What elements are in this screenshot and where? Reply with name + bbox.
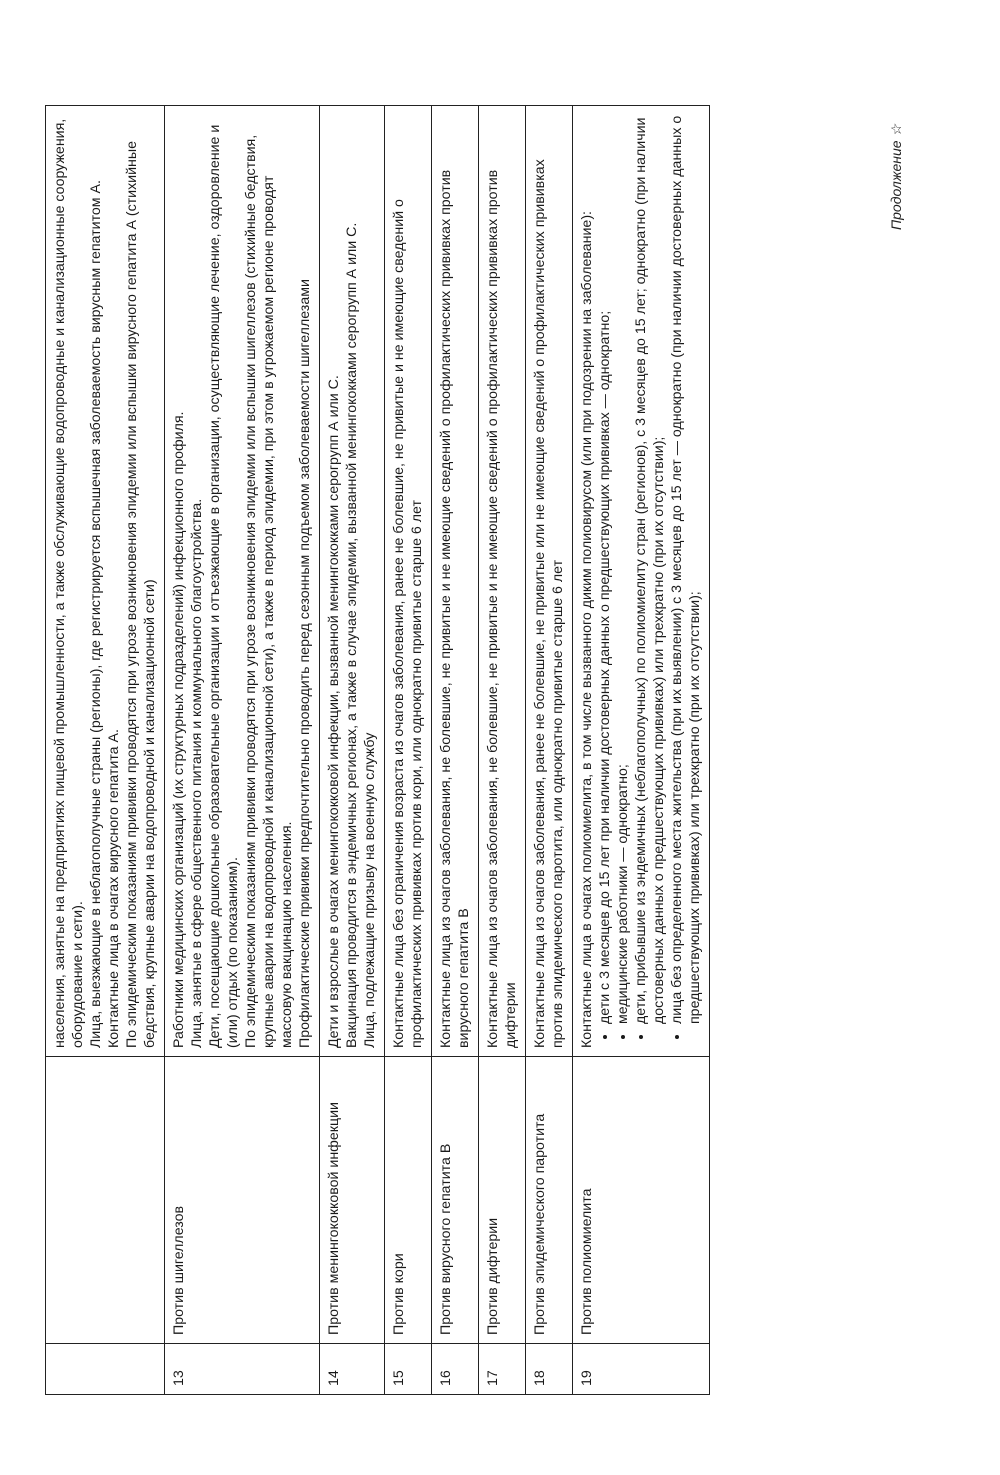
indication-paragraph: Контактные лица из очагов заболевания, не болевшие, не привитые и не имеющие сведений о профилактических прививках против дифтерии (485, 169, 519, 1048)
indications-cell (320, 106, 385, 1057)
vaccine-name: Против кори (385, 1057, 432, 1344)
indication-paragraph: населения, занятые на предприятиях пищевой промышленности, а также обслуживающие водопроводные и канализационные сооружения, оборудование и сети). (52, 118, 86, 1048)
vaccine-name: Против шигеллезов (165, 1057, 320, 1344)
indication-paragraph: Профилактические прививки предпочтительно проводить перед сезонным подъемом заболеваемости шигеллезами (297, 279, 313, 1048)
vaccine-name (46, 1057, 165, 1344)
table-row (573, 106, 710, 1395)
indications-cell (573, 106, 710, 1057)
vaccine-name: Против полиомиелита (573, 1057, 710, 1344)
indication-paragraph: Дети и взрослые в очагах менингококковой инфекции, вызванной менингококками серогрупп А или С. (326, 375, 342, 1048)
vaccination-table (45, 105, 710, 1395)
rotated-page (45, 105, 905, 1395)
indications-cell (46, 106, 165, 1057)
table-row (479, 106, 526, 1395)
row-number: 19 (573, 1344, 710, 1395)
table-row (320, 106, 385, 1395)
table-row (165, 106, 320, 1395)
vaccine-name: Против вирусного гепатита В (432, 1057, 479, 1344)
vaccine-name: Против эпидемического паротита (526, 1057, 573, 1344)
indication-paragraph: Контактные лица в очагах полиомиелита, в том числе вызванного диким полиовирусом (или при подозрении на заболевание): (579, 211, 595, 1048)
indication-paragraph: Лица, выезжающие в неблагополучные страны (регионы), где регистрируется вспышечная заболеваемость вирусным гепатитом А. Контактные лица в очагах вирусного гепатита А. (88, 180, 122, 1048)
indications-cell (432, 106, 479, 1057)
row-number: 15 (385, 1344, 432, 1395)
table-row (385, 106, 432, 1395)
list-item: • дети с 3 месяцев до 15 лет при наличии достоверных данных о предшествующих прививках — однократно; (596, 114, 614, 1024)
continuation-label: Продолжение ☆ (888, 124, 904, 230)
indication-paragraph: Лица, занятые в сфере общественного питания и коммунального благоустройства. (189, 498, 205, 1048)
indications-cell (385, 106, 432, 1057)
vaccine-name: Против менингококковой инфекции (320, 1057, 385, 1344)
indication-paragraph: Вакцинация проводится в эндемичных регионах, а также в случае эпидемии, вызванной менингококками серогрупп А или С. (344, 222, 360, 1048)
indications-cell (165, 106, 320, 1057)
indication-paragraph: Контактные лица без ограничения возраста из очагов заболевания, ранее не болевшие, не привитые и не имеющие сведений о профилактических прививках против кори, или однократно привитые старше 6 лет (391, 199, 425, 1048)
indication-paragraph: Контактные лица из очагов заболевания, не болевшие, не привитые и не имеющие сведений о профилактических прививках против вирусного гепатита В (438, 169, 472, 1048)
row-number: 17 (479, 1344, 526, 1395)
list-item: • медицинские работники — однократно; (614, 114, 632, 1024)
indication-paragraph: Работники медицинских организаций (их структурных подразделений) инфекционного профиля. (171, 411, 187, 1048)
row-number (46, 1344, 165, 1395)
table-row (526, 106, 573, 1395)
vaccine-name: Против дифтерии (479, 1057, 526, 1344)
indication-paragraph: Контактные лица из очагов заболевания, ранее не болевшие, не привитые или не имеющие сведений о профилактических прививках против эпидемического паротита, или однократно привитые старше 6 лет (532, 159, 566, 1048)
indication-paragraph: По эпидемическим показаниям прививки проводятся при угрозе возникновения эпидемии или вспышки шигеллезов (стихийные бедствия, крупные аварии на водопроводной и канализационной сети), а также в период эпидемии, при этом в угрожаемом регионе проводят массовую вакцинацию населения. (243, 134, 295, 1048)
indications-cell (526, 106, 573, 1057)
indications-cell (479, 106, 526, 1057)
row-number: 16 (432, 1344, 479, 1395)
row-number: 18 (526, 1344, 573, 1395)
indication-paragraph: Дети, посещающие дошкольные образовательные организации и отъезжающие в организации, осуществляющие лечение, оздоровление и (или) отдых (по показаниям). (207, 124, 241, 1048)
indication-paragraph: По эпидемическим показаниям прививки проводятся при угрозе возникновения эпидемии или вспышки вирусного гепатита А (стихийные бедствия, крупные аварии на водопроводной и канализационной сети) (124, 141, 158, 1048)
indication-paragraph: Лица, подлежащие призыву на военную службу (362, 732, 378, 1048)
indication-list (596, 114, 704, 1048)
table-row (432, 106, 479, 1395)
row-number: 13 (165, 1344, 320, 1395)
list-item: • лица без определенного места жительства (при их выявлении) с 3 месяцев до 15 лет — однократно (при наличии достоверных данных о предшествующих прививках) или трехкратно (при их отсутствии); (668, 114, 704, 1024)
table-row (46, 106, 165, 1395)
list-item: • дети, прибывшие из эндемичных (неблагополучных) по полиомиелиту стран (регионов), с 3 месяцев до 15 лет; однократно (при наличии достоверных данных о предшествующих прививках) или трехкратно (при их отсутствии); (632, 114, 668, 1024)
row-number: 14 (320, 1344, 385, 1395)
